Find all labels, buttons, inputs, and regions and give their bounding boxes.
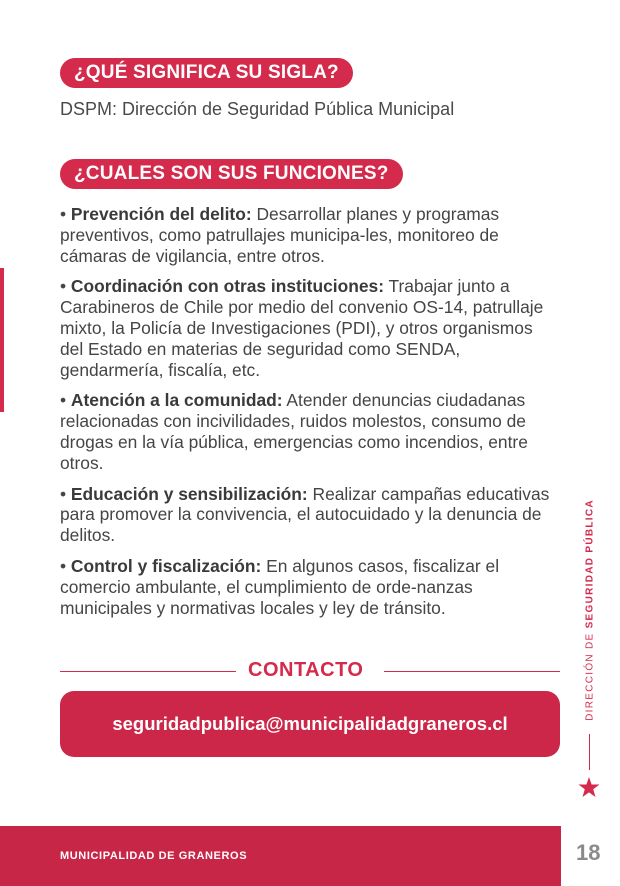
page-number: 18 [576,840,601,865]
section-heading-funciones: ¿CUALES SON SUS FUNCIONES? [60,159,403,189]
contact-email-button[interactable] [60,691,560,757]
sidebar-bold: SEGURIDAD PÚBLICA [584,499,596,629]
section-heading-sigla: ¿QUÉ SIGNIFICA SU SIGLA? [60,58,353,88]
bullet: • [60,483,71,504]
function-item-prevencion [60,204,560,266]
functions-list [60,204,560,628]
sidebar-prefix: DIRECCIÓN DE [584,628,596,721]
star-icon [577,776,601,800]
bullet: • [60,204,71,224]
sidebar-vertical-label [580,496,600,724]
function-item-atencion [60,390,560,473]
function-text: Trabajar junto a Carabineros de Chile por medio del convenio OS-14, patrullaje mixto, la Policía de Investigaciones (PDI), y otros organismos del Estado en materias de seguridad como SENDA, gendarmería, fiscalía, etc. [60,276,544,380]
function-title: Prevención del delito: [70,204,252,224]
function-text: Desarrollar planes y programas preventivos, como patrullajes municipa-les, monitoreo de cámaras de vigilancia, entre otros. [60,204,500,266]
contact-heading: CONTACTO [248,659,364,681]
sidebar-line [589,734,590,770]
bullet: • [60,390,71,411]
function-title: Control y fiscalización: [70,555,262,576]
function-item-educacion [60,484,560,546]
contact-divider-right [384,671,560,672]
bullet: • [60,276,71,297]
function-item-coordinacion [60,276,560,380]
contact-divider-left [60,671,236,672]
sigla-definition: DSPM: Dirección de Seguridad Pública Municipal [60,99,455,119]
footer-bar [0,826,561,886]
function-title: Atención a la comunidad: [70,390,283,411]
function-text: Atender denuncias ciudadanas relacionadas con incivilidades, ruidos molestos, consumo de drogas en la vía pública, emergencias como incendios, entre otros. [60,390,528,473]
function-title: Educación y sensibilización: [70,483,308,504]
bullet: • [60,555,71,576]
left-edge-accent [0,268,4,412]
function-title: Coordinación con otras instituciones: [70,276,384,297]
contact-email[interactable]: seguridadpublica@municipalidadgraneros.cl [112,713,508,734]
function-text: En algunos casos, fiscalizar el comercio ambulante, el cumplimiento de orde-nanzas municipales y normativas locales y ley de tránsito. [60,555,500,618]
footer-org-name: MUNICIPALIDAD DE GRANEROS [60,850,248,862]
function-item-control [60,556,560,618]
function-text: Realizar campañas educativas para promover la convivencia, el autocuidado y la denuncia de delitos. [60,483,550,546]
